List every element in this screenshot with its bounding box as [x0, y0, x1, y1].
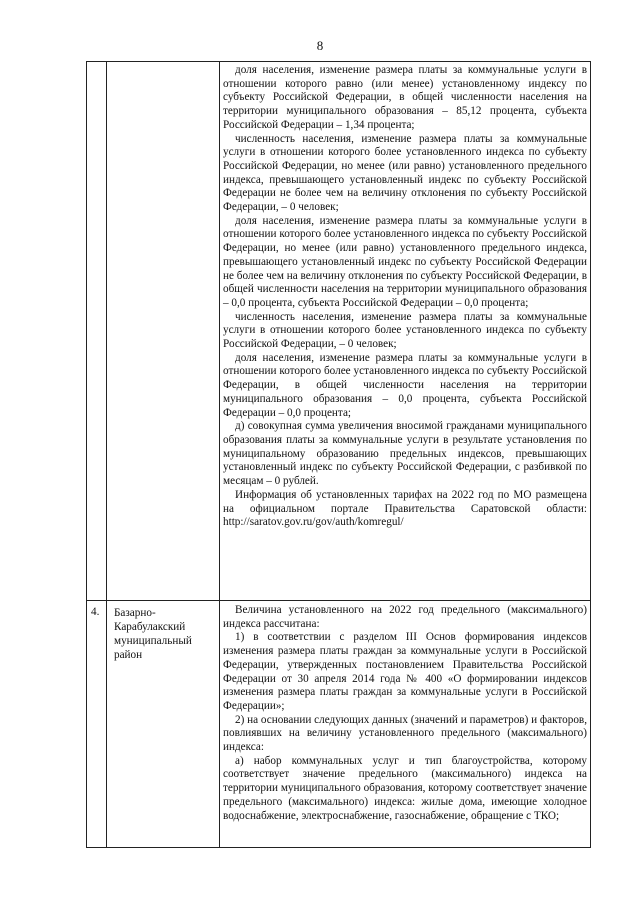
- paragraph: Информация об установленных тарифах на 2022 год по МО размещена на официальном портале Правительства Саратовской области: http://saratov.gov.ru/gov/auth/komregul/: [223, 488, 587, 529]
- paragraph: а) набор коммунальных услуг и тип благоустройства, которому соответствует значение предельного (максимального) индекса на территории муниципального образования, которому соответствует значение предельного (максимального) индекса: жилые дома, имеющие холодное водоснабжение, электроснабжение, газоснабжение, обращение с ТКО;: [223, 754, 587, 822]
- page-number: 8: [316, 38, 324, 53]
- row-continuation-content: [223, 64, 587, 530]
- row-number: 4.: [91, 606, 100, 618]
- table-border-bottom: [86, 847, 591, 848]
- paragraph: численность населения, изменение размера платы за коммунальные услуги в отношении которого более установленного индекса по субъекту Российской Федерации, но менее (или равно) установленного предельного индекса, превышающего установленный индекс по субъекту Российской Федерации не более чем на величину отклонения по субъекту Российской Федерации, – 0 человек;: [223, 132, 587, 214]
- column-divider-name: [219, 61, 220, 848]
- paragraph: доля населения, изменение размера платы за коммунальные услуги в отношении которого более установленного индекса по субъекту Российской Федерации, но менее (или равно) установленного предельного индекса, превышающего установленный индекс по субъекту Российской Федерации не более чем на величину отклонения по субъекту Российской Федерации, в общей численности населения на территории муниципального образования – 0,0 процента, субъекта Российской Федерации – 0,0 процента;: [223, 214, 587, 309]
- table-border-right: [590, 61, 591, 848]
- paragraph: д) совокупная сумма увеличения вносимой гражданами муниципального образования платы за коммунальные услуги в результате установления по муниципальному образованию предельных индексов, превышающих установленный индекс по субъекту Российской Федерации, с разбивкой по месяцам – 0 рублей.: [223, 420, 587, 488]
- table-border-top: [86, 61, 591, 62]
- paragraph: численность населения, изменение размера платы за коммунальные услуги в отношении которого более установленного индекса по субъекту Российской Федерации, – 0 человек;: [223, 310, 587, 351]
- paragraph: 1) в соответствии с разделом III Основ формирования индексов изменения размера платы граждан за коммунальные услуги в Российской Федерации, утвержденных постановлением Правительства Российской Федерации от 30 апреля 2014 года № 400 «О формировании индексов изменения размера платы граждан за коммунальные услуги в Российской Федерации»;: [223, 631, 587, 712]
- paragraph: Величина установленного на 2022 год предельного (максимального) индекса рассчитана:: [223, 604, 587, 630]
- table-border-left: [86, 61, 87, 848]
- municipality-name: Базарно-Карабулакский муниципальный район: [114, 607, 192, 661]
- column-divider-number: [106, 61, 107, 848]
- row-divider: [86, 600, 591, 601]
- paragraph: 2) на основании следующих данных (значений и параметров) и факторов, повлиявших на величину установленного предельного (максимального) индекса:: [223, 713, 587, 754]
- document-table: [86, 61, 591, 848]
- row-4-content: [223, 604, 587, 823]
- paragraph: доля населения, изменение размера платы за коммунальные услуги в отношении которого равно (или менее) установленному индексу по субъекту Российской Федерации, в общей численности населения на территории муниципального образования – 85,12 процента, субъекта Российской Федерации – 1,34 процента;: [223, 64, 587, 131]
- paragraph: доля населения, изменение размера платы за коммунальные услуги в отношении которого более установленного индекса по субъекту Российской Федерации, в общей численности населения на территории муниципального образования – 0,0 процента, субъекта Российской Федерации – 0,0 процента;: [223, 351, 587, 419]
